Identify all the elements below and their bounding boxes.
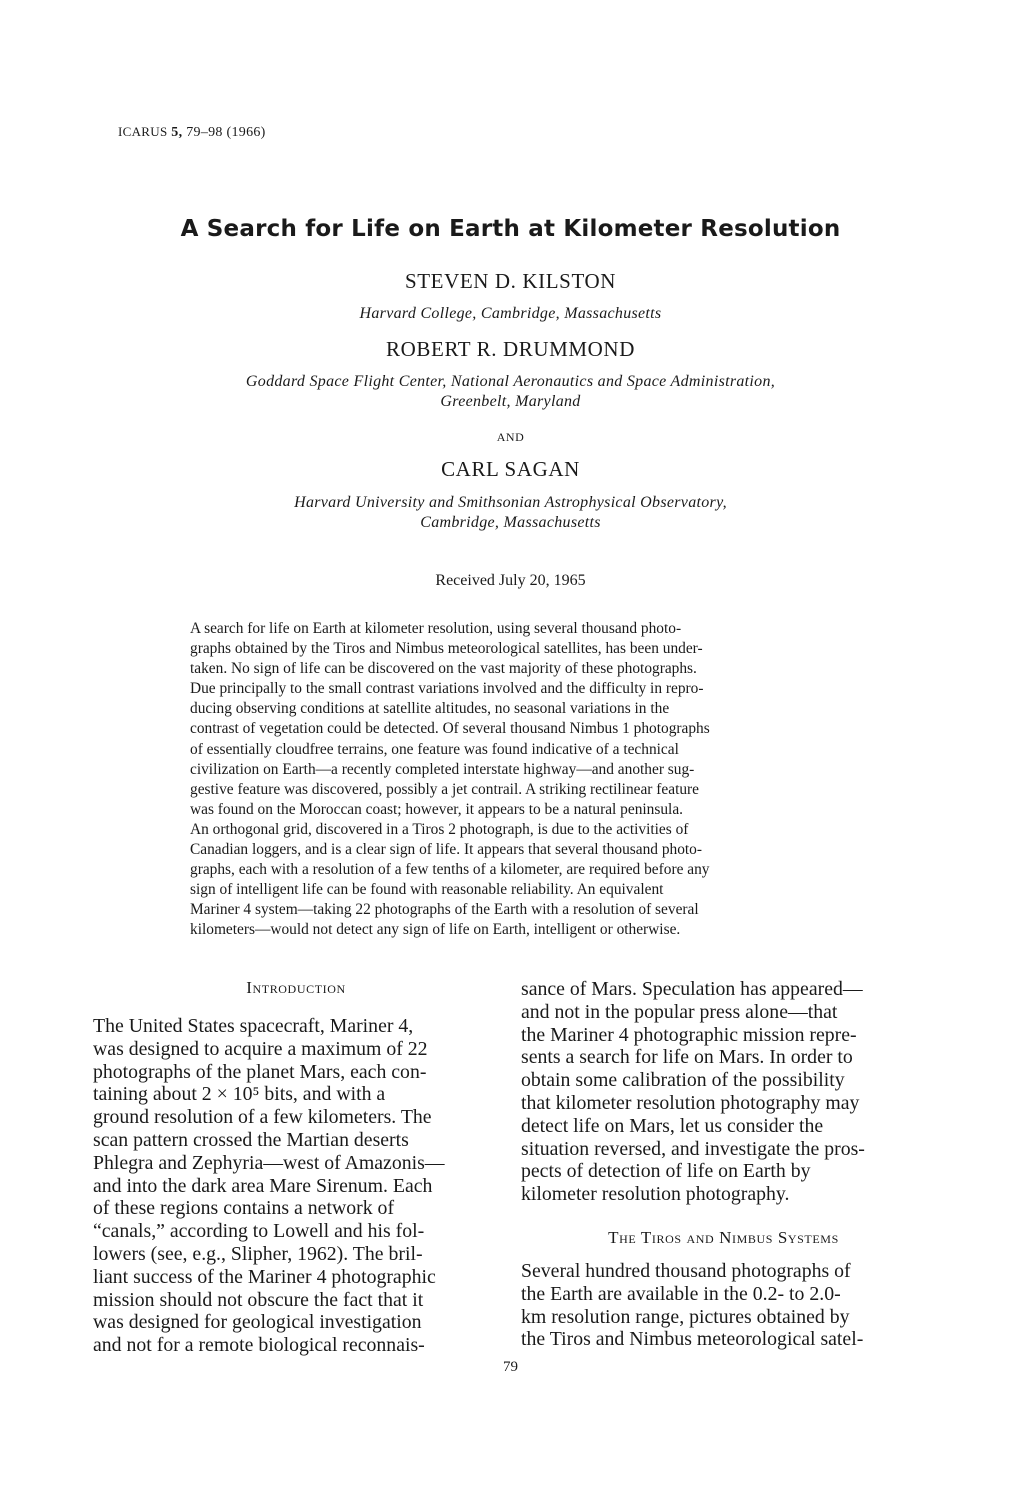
abstract-line: A search for life on Earth at kilometer resolution, using several thousand photo- — [190, 620, 682, 637]
body-line: was designed for geological investigation — [93, 1311, 422, 1334]
body-line: mission should not obscure the fact that it — [93, 1288, 424, 1311]
column-right — [521, 978, 926, 1206]
body-line: ground resolution of a few kilometers. The — [93, 1106, 432, 1129]
body-line: photographs of the planet Mars, each con- — [93, 1060, 427, 1083]
heading-tiros-nimbus: The Tiros and Nimbus Systems — [608, 1228, 839, 1247]
abstract-line: of essentially cloudfree terrains, one feature was found indicative of a technical — [190, 740, 679, 758]
abstract-line: taken. No sign of life can be discovered on the vast majority of these photographs. — [190, 660, 697, 678]
body-line: Phlegra and Zephyria—west of Amazonis— — [93, 1151, 445, 1174]
body-line: sents a search for life on Mars. In order to — [521, 1046, 853, 1069]
abstract-line: was found on the Moroccan coast; however, it appears to be a natural peninsula. — [190, 800, 684, 818]
body-line: liant success of the Mariner 4 photographic — [93, 1265, 436, 1288]
body-line: km resolution range, pictures obtained by — [521, 1305, 850, 1328]
abstract — [190, 619, 847, 941]
body-line: was designed to acquire a maximum of 22 — [93, 1037, 428, 1060]
body-line: that kilometer resolution photography may — [521, 1091, 860, 1114]
abstract-line: Mariner 4 system—taking 22 photographs of the Earth with a resolution of several — [190, 901, 699, 919]
body-line: taining about 2 × 10⁵ bits, and with a — [93, 1083, 386, 1106]
body-line: the Mariner 4 photographic mission repre- — [521, 1023, 857, 1046]
body-line: detect life on Mars, let us consider the — [521, 1114, 824, 1137]
body-line: and not for a remote biological reconnais- — [93, 1334, 425, 1357]
affiliation-kilston — [0, 304, 1021, 324]
body-line: pects of detection of life on Earth by — [521, 1160, 811, 1183]
received-date: Received July 20, 1965 — [435, 572, 586, 589]
body-line: kilometer resolution photography. — [521, 1183, 790, 1206]
author-kilston: STEVEN D. KILSTON — [404, 269, 617, 293]
affiliation-drummond — [0, 372, 1021, 412]
body-line: sance of Mars. Speculation has appeared— — [521, 978, 863, 1000]
body-line: situation reversed, and investigate the pros- — [521, 1137, 865, 1160]
body-line: and not in the popular press alone—that — [521, 1000, 838, 1023]
abstract-line: kilometers—would not detect any sign of life on Earth, intelligent or otherwise. — [190, 921, 681, 939]
author-drummond: ROBERT R. DRUMMOND — [386, 337, 635, 361]
body-line: obtain some calibration of the possibility — [521, 1069, 845, 1092]
journal-pages: 79–98 (1966) — [186, 125, 266, 140]
journal-volume: 5, — [171, 125, 183, 140]
page-number: 79 — [503, 1359, 518, 1375]
body-line: and into the dark area Mare Sirenum. Each — [93, 1174, 433, 1197]
body-line: The United States spacecraft, Mariner 4, — [93, 1015, 414, 1037]
affiliation-line: Harvard College, Cambridge, Massachusetts — [359, 305, 662, 322]
abstract-line: ducing observing conditions at satellite altitudes, no seasonal variations in the — [190, 700, 670, 718]
abstract-line: civilization on Earth—a recently completed interstate highway—and another sug- — [190, 760, 695, 778]
paper-title: A Search for Life on Earth at Kilometer Resolution — [180, 216, 841, 242]
body-line: lowers (see, e.g., Slipher, 1962). The bril- — [93, 1242, 423, 1265]
body-line: the Earth are available in the 0.2- to 2.0- — [521, 1282, 841, 1305]
column-left — [93, 1015, 499, 1357]
abstract-line: Due principally to the small contrast variations involved and the difficulty in repro- — [190, 680, 704, 698]
affiliation-line: Goddard Space Flight Center, National Aeronautics and Space Administration, — [245, 373, 776, 390]
and-separator: AND — [496, 430, 525, 444]
body-line: “canals,” according to Lowell and his fol- — [93, 1220, 425, 1243]
affiliation-line: Greenbelt, Maryland — [440, 393, 581, 410]
body-line: scan pattern crossed the Martian deserts — [93, 1128, 409, 1151]
abstract-line: Canadian loggers, and is a clear sign of life. It appears that several thousand photo- — [190, 841, 703, 859]
affiliation-line: Cambridge, Massachusetts — [420, 514, 601, 531]
abstract-line: contrast of vegetation could be detected. Of several thousand Nimbus 1 photographs — [190, 720, 710, 738]
body-line: of these regions contains a network of — [93, 1197, 395, 1220]
affiliation-line: Harvard University and Smithsonian Astrophysical Observatory, — [294, 494, 727, 511]
abstract-line: gestive feature was discovered, possibly a jet contrail. A striking rectilinear feature — [190, 780, 699, 798]
affiliation-sagan — [0, 493, 1021, 533]
author-sagan: CARL SAGAN — [441, 457, 580, 481]
journal-name: ICARUS — [118, 124, 168, 139]
heading-introduction: Introduction — [246, 978, 346, 997]
body-line: the Tiros and Nimbus meteorological satel- — [521, 1328, 864, 1351]
column-right-tiros — [521, 1260, 926, 1351]
abstract-line: An orthogonal grid, discovered in a Tiros 2 photograph, is due to the activities of — [190, 820, 689, 838]
abstract-line: sign of intelligent life can be found with reasonable reliability. An equivalent — [190, 881, 664, 899]
abstract-line: graphs obtained by the Tiros and Nimbus meteorological satellites, has been under- — [190, 640, 703, 658]
abstract-line: graphs, each with a resolution of a few tenths of a kilometer, are required before any — [190, 861, 710, 879]
journal-citation — [118, 124, 266, 141]
body-line: Several hundred thousand photographs of — [521, 1260, 851, 1282]
